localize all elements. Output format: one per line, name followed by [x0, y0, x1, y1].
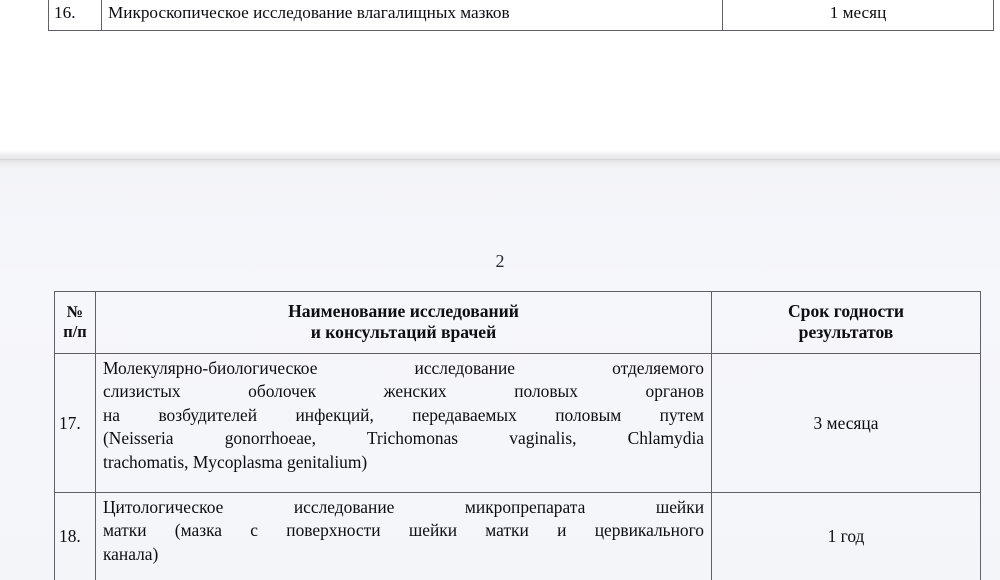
table-row — [55, 493, 981, 580]
scan-fragment-upper — [0, 0, 1000, 152]
header-name — [96, 292, 712, 354]
cell-number: 18. — [55, 493, 96, 580]
page-number: 2 — [495, 251, 505, 271]
header-name-line2: и консультаций врачей — [310, 322, 497, 342]
cell-term: 1 год — [712, 493, 981, 580]
cell-name-line: trachomatis, Mycoplasma genitalium) — [103, 451, 368, 472]
cell-name — [96, 354, 712, 493]
header-term — [712, 292, 981, 354]
cell-number: 16. — [49, 0, 102, 31]
header-name-line1: Наименование исследований — [288, 300, 519, 321]
cell-name-line: на возбудителей инфекций, передаваемых половым путем — [103, 404, 704, 425]
cell-name-line: слизистых оболочек женских половых органов — [103, 381, 704, 402]
header-number-line2: п/п — [63, 322, 87, 341]
cell-name-line: канала) — [103, 543, 159, 564]
header-term-line1: Срок годности — [787, 300, 905, 321]
cell-number: 17. — [55, 354, 96, 493]
cell-name-line: (Neisseria gonorrhoeae, Trichomonas vaginalis, Chlamydia — [103, 428, 704, 449]
table-row — [55, 354, 981, 493]
cell-name-line: Молекулярно-биологическое исследование отделяемого — [103, 358, 704, 378]
cell-name-line: матки (мазка с поверхности шейки матки и цервикального — [103, 520, 704, 541]
table-upper-fragment — [48, 0, 994, 31]
cell-name-line: Цитологическое исследование микропрепарата шейки — [103, 497, 704, 517]
page-edge-seam — [0, 150, 1000, 172]
cell-term: 3 месяца — [712, 354, 981, 493]
cell-name: Микроскопическое исследование влагалищных мазков — [102, 0, 723, 31]
table-row — [49, 0, 994, 31]
cell-name — [96, 493, 712, 580]
header-number-line1: № — [66, 301, 84, 321]
cell-term: 1 месяц — [723, 0, 994, 31]
table-main — [54, 291, 981, 580]
header-term-line2: результатов — [798, 322, 894, 342]
header-number — [55, 292, 96, 354]
table-header-row — [55, 292, 981, 354]
